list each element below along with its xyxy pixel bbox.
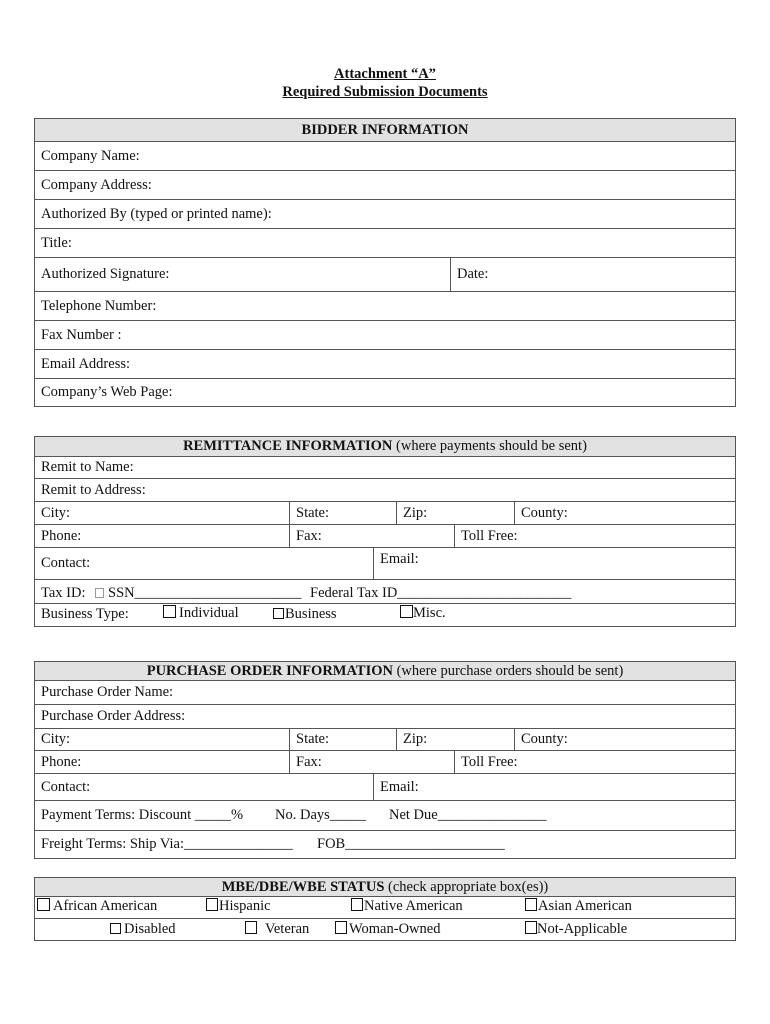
misc-option[interactable] bbox=[400, 605, 446, 622]
tax-id-label: Tax ID: bbox=[41, 585, 86, 601]
contact-field[interactable]: Contact: bbox=[41, 778, 91, 795]
option-label: Hispanic bbox=[219, 898, 271, 914]
business-type-label: Business Type: bbox=[41, 606, 129, 622]
zip-field[interactable]: Zip: bbox=[396, 502, 514, 524]
company-name-field[interactable]: Company Name: bbox=[41, 147, 140, 164]
checkbox-icon[interactable] bbox=[206, 898, 218, 911]
option-label: Asian American bbox=[538, 898, 632, 914]
header-bold: REMITTANCE INFORMATION bbox=[183, 438, 393, 454]
section-header bbox=[35, 437, 735, 457]
contact-field[interactable]: Contact: bbox=[41, 555, 91, 571]
fax-field[interactable]: Fax Number : bbox=[41, 326, 122, 343]
individual-option[interactable] bbox=[163, 605, 239, 622]
remittance-information-section bbox=[34, 436, 736, 627]
header-bold: MBE/DBE/WBE STATUS bbox=[221, 879, 385, 895]
asian-american-option[interactable] bbox=[525, 898, 632, 915]
section-header: BIDDER INFORMATION bbox=[35, 119, 735, 142]
checkbox-icon[interactable] bbox=[525, 921, 537, 934]
disabled-option[interactable] bbox=[110, 921, 176, 938]
checkbox-icon[interactable] bbox=[400, 605, 413, 618]
not-applicable-option[interactable] bbox=[525, 921, 627, 938]
phone-field[interactable]: Phone: bbox=[41, 753, 82, 770]
telephone-field[interactable]: Telephone Number: bbox=[41, 297, 157, 314]
checkbox-icon[interactable] bbox=[273, 608, 284, 619]
ssn-field[interactable]: SSN_______________________ bbox=[108, 585, 302, 601]
toll-free-field[interactable]: Toll Free: bbox=[454, 525, 735, 547]
hispanic-option[interactable] bbox=[206, 898, 271, 915]
african-american-option[interactable] bbox=[37, 898, 157, 915]
phone-field[interactable]: Phone: bbox=[41, 527, 82, 544]
payment-discount-field[interactable]: Payment Terms: Discount _____% bbox=[41, 807, 244, 823]
ship-via-field[interactable]: Freight Terms: Ship Via:_______________ bbox=[41, 836, 293, 852]
option-label: Woman-Owned bbox=[349, 921, 441, 937]
native-american-option[interactable] bbox=[351, 898, 463, 915]
county-field[interactable]: County: bbox=[514, 502, 735, 524]
authorized-signature-field[interactable]: Authorized Signature: bbox=[41, 266, 170, 282]
option-label: Veteran bbox=[265, 921, 310, 937]
no-days-field[interactable]: No. Days_____ bbox=[275, 807, 367, 823]
checkbox-icon[interactable] bbox=[335, 921, 347, 934]
state-field[interactable]: State: bbox=[289, 502, 396, 524]
email-field[interactable]: Email: bbox=[373, 774, 735, 800]
document-title: Required Submission Documents bbox=[282, 84, 488, 100]
net-due-field[interactable]: Net Due_______________ bbox=[389, 807, 547, 823]
state-field[interactable]: State: bbox=[289, 729, 396, 750]
po-address-field[interactable]: Purchase Order Address: bbox=[41, 708, 186, 724]
purchase-order-information-section bbox=[34, 661, 736, 859]
option-label: Not-Applicable bbox=[537, 921, 628, 937]
remit-address-field[interactable]: Remit to Address: bbox=[41, 481, 146, 498]
section-header bbox=[35, 878, 735, 897]
email-field[interactable]: Email Address: bbox=[41, 355, 131, 372]
header-note: (where payments should be sent) bbox=[396, 438, 587, 454]
fax-field[interactable]: Fax: bbox=[289, 525, 454, 547]
web-page-field[interactable]: Company’s Web Page: bbox=[41, 384, 173, 400]
option-label: African American bbox=[53, 898, 158, 914]
company-address-field[interactable]: Company Address: bbox=[41, 176, 152, 193]
bidder-information-section bbox=[34, 118, 736, 407]
toll-free-field[interactable]: Toll Free: bbox=[454, 751, 735, 773]
remit-name-field[interactable]: Remit to Name: bbox=[41, 459, 134, 475]
veteran-option[interactable] bbox=[245, 921, 309, 938]
option-label: Disabled bbox=[124, 921, 176, 937]
fax-field[interactable]: Fax: bbox=[289, 751, 454, 773]
header-bold: PURCHASE ORDER INFORMATION bbox=[146, 663, 393, 679]
business-option[interactable] bbox=[273, 606, 337, 623]
date-field[interactable]: Date: bbox=[450, 258, 735, 291]
individual-label: Individual bbox=[179, 605, 239, 621]
email-field[interactable]: Email: bbox=[373, 548, 735, 579]
attachment-title: Attachment “A” bbox=[334, 66, 436, 82]
county-field[interactable]: County: bbox=[514, 729, 735, 750]
city-field[interactable]: City: bbox=[41, 731, 71, 747]
mbe-status-section bbox=[34, 877, 736, 941]
po-name-field[interactable]: Purchase Order Name: bbox=[41, 684, 174, 700]
checkbox-icon[interactable] bbox=[37, 898, 50, 911]
zip-field[interactable]: Zip: bbox=[396, 729, 514, 750]
misc-label: Misc. bbox=[413, 605, 446, 621]
city-field[interactable]: City: bbox=[41, 504, 71, 521]
section-header bbox=[35, 662, 735, 681]
fob-field[interactable]: FOB______________________ bbox=[317, 836, 505, 852]
header-note: (check appropriate box(es)) bbox=[388, 879, 549, 895]
checkbox-icon[interactable] bbox=[351, 898, 363, 911]
checkbox-icon[interactable] bbox=[245, 921, 257, 934]
header-note: (where purchase orders should be sent) bbox=[396, 663, 624, 679]
checkbox-icon[interactable] bbox=[110, 923, 121, 934]
checkbox-icon[interactable] bbox=[525, 898, 537, 911]
ssn-checkbox[interactable] bbox=[95, 588, 104, 598]
title-field[interactable]: Title: bbox=[41, 234, 72, 251]
checkbox-icon[interactable] bbox=[163, 605, 176, 618]
federal-tax-id-field[interactable]: Federal Tax ID________________________ bbox=[310, 585, 572, 601]
business-label: Business bbox=[285, 606, 337, 622]
option-label: Native American bbox=[364, 898, 463, 914]
authorized-by-field[interactable]: Authorized By (typed or printed name): bbox=[41, 205, 272, 222]
woman-owned-option[interactable] bbox=[335, 921, 440, 938]
